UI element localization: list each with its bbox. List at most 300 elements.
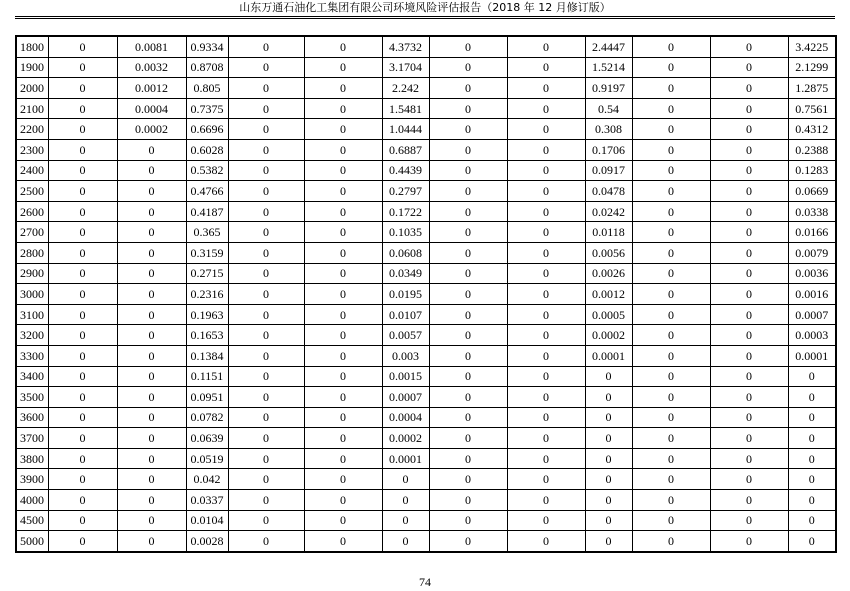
table-cell: 0 — [710, 325, 788, 346]
table-cell: 0 — [228, 181, 304, 202]
table-cell: 0 — [507, 222, 585, 243]
table-cell: 3.1704 — [382, 57, 429, 78]
table-cell: 0 — [632, 242, 710, 263]
table-cell: 0 — [48, 531, 117, 552]
table-cell: 0 — [304, 531, 382, 552]
table-cell: 0 — [48, 78, 117, 99]
table-cell: 0 — [48, 407, 117, 428]
table-cell: 0 — [632, 98, 710, 119]
table-cell: 0 — [228, 448, 304, 469]
table-cell: 0 — [585, 387, 632, 408]
table-row — [16, 242, 836, 263]
table-cell: 0 — [632, 325, 710, 346]
table-cell: 0 — [507, 181, 585, 202]
table-cell: 0 — [117, 160, 186, 181]
table-cell: 0 — [304, 469, 382, 490]
table-cell: 0 — [788, 387, 836, 408]
table-cell: 0.1151 — [186, 366, 228, 387]
table-cell: 0 — [304, 263, 382, 284]
table-cell: 0.4187 — [186, 201, 228, 222]
table-cell: 0 — [304, 510, 382, 531]
table-cell: 0.0001 — [585, 345, 632, 366]
table-cell: 0.0002 — [382, 428, 429, 449]
table-cell: 0 — [429, 345, 507, 366]
table-cell: 0 — [304, 284, 382, 305]
table-cell: 0 — [429, 222, 507, 243]
table-cell: 0 — [228, 428, 304, 449]
table-cell: 0 — [632, 510, 710, 531]
table-cell: 0 — [48, 119, 117, 140]
table-cell: 1.0444 — [382, 119, 429, 140]
distance-cell: 5000 — [16, 531, 48, 552]
table-cell: 0 — [304, 428, 382, 449]
table-cell: 0.8708 — [186, 57, 228, 78]
table-cell: 0.0166 — [788, 222, 836, 243]
distance-cell: 2900 — [16, 263, 48, 284]
table-cell: 0.0002 — [117, 119, 186, 140]
table-cell: 0 — [507, 448, 585, 469]
table-cell: 0 — [710, 366, 788, 387]
table-cell: 0.0639 — [186, 428, 228, 449]
table-row — [16, 78, 836, 99]
table-cell: 0 — [117, 284, 186, 305]
table-cell: 0.0015 — [382, 366, 429, 387]
table-cell: 0.6887 — [382, 139, 429, 160]
table-row — [16, 366, 836, 387]
table-cell: 0 — [585, 428, 632, 449]
table-cell: 0 — [585, 490, 632, 511]
table-row — [16, 263, 836, 284]
table-cell: 0 — [429, 510, 507, 531]
distance-cell: 2100 — [16, 98, 48, 119]
table-cell: 0.0005 — [585, 304, 632, 325]
table-cell: 0 — [507, 36, 585, 57]
table-cell: 0 — [710, 119, 788, 140]
table-cell: 0 — [585, 366, 632, 387]
table-row — [16, 201, 836, 222]
table-cell: 0.0004 — [117, 98, 186, 119]
table-cell: 0.0951 — [186, 387, 228, 408]
distance-cell: 2700 — [16, 222, 48, 243]
table-cell: 0 — [117, 469, 186, 490]
table-cell: 0 — [710, 36, 788, 57]
table-cell: 0 — [48, 325, 117, 346]
table-cell: 0 — [117, 345, 186, 366]
table-cell: 0.5382 — [186, 160, 228, 181]
table-cell: 0 — [117, 325, 186, 346]
distance-cell: 2000 — [16, 78, 48, 99]
table-cell: 0.0081 — [117, 36, 186, 57]
table-cell: 0.1963 — [186, 304, 228, 325]
table-cell: 0 — [710, 345, 788, 366]
table-cell: 0.0104 — [186, 510, 228, 531]
table-cell: 0.2797 — [382, 181, 429, 202]
table-cell: 0.2715 — [186, 263, 228, 284]
table-cell: 0 — [632, 531, 710, 552]
table-cell: 0 — [117, 387, 186, 408]
table-row — [16, 139, 836, 160]
table-cell: 0 — [429, 36, 507, 57]
table-cell: 0 — [429, 448, 507, 469]
table-cell: 0 — [632, 201, 710, 222]
table-row — [16, 181, 836, 202]
table-cell: 0 — [429, 325, 507, 346]
table-cell: 0 — [507, 510, 585, 531]
distance-cell: 3400 — [16, 366, 48, 387]
header-rule — [15, 16, 835, 17]
table-cell: 0 — [429, 407, 507, 428]
table-cell: 0 — [507, 304, 585, 325]
table-cell: 0 — [788, 531, 836, 552]
table-cell: 0 — [117, 510, 186, 531]
header-rule-double — [15, 18, 835, 19]
table-cell: 0 — [632, 490, 710, 511]
table-cell: 0 — [507, 428, 585, 449]
table-cell: 0 — [788, 510, 836, 531]
table-cell: 0.1722 — [382, 201, 429, 222]
table-cell: 0 — [117, 490, 186, 511]
table-cell: 0 — [632, 366, 710, 387]
table-cell: 0 — [228, 304, 304, 325]
table-cell: 0 — [585, 510, 632, 531]
table-row — [16, 510, 836, 531]
table-cell: 0 — [228, 407, 304, 428]
table-cell: 0 — [48, 428, 117, 449]
table-cell: 0 — [710, 531, 788, 552]
table-cell: 0.0032 — [117, 57, 186, 78]
table-cell: 0 — [117, 263, 186, 284]
table-row — [16, 448, 836, 469]
table-cell: 0 — [48, 222, 117, 243]
table-cell: 0 — [48, 242, 117, 263]
table-cell: 0 — [710, 284, 788, 305]
table-cell: 0 — [382, 531, 429, 552]
table-cell: 0 — [304, 366, 382, 387]
table-cell: 0 — [710, 57, 788, 78]
table-row — [16, 160, 836, 181]
table-cell: 0 — [228, 345, 304, 366]
table-cell: 0.308 — [585, 119, 632, 140]
table-cell: 0.0079 — [788, 242, 836, 263]
table-cell: 0 — [117, 304, 186, 325]
table-cell: 0 — [788, 407, 836, 428]
table-cell: 0 — [507, 325, 585, 346]
table-cell: 0 — [429, 490, 507, 511]
table-cell: 0 — [710, 510, 788, 531]
table-cell: 0 — [710, 201, 788, 222]
table-cell: 0 — [507, 407, 585, 428]
distance-cell: 3800 — [16, 448, 48, 469]
table-cell: 0 — [117, 448, 186, 469]
table-cell: 0.0007 — [382, 387, 429, 408]
table-cell: 0 — [507, 387, 585, 408]
table-row — [16, 222, 836, 243]
table-cell: 0 — [710, 242, 788, 263]
table-cell: 0 — [429, 366, 507, 387]
table-cell: 0.9197 — [585, 78, 632, 99]
table-cell: 0 — [228, 36, 304, 57]
table-cell: 0.003 — [382, 345, 429, 366]
table-cell: 0.0036 — [788, 263, 836, 284]
table-cell: 0.805 — [186, 78, 228, 99]
table-cell: 0 — [48, 448, 117, 469]
table-cell: 0 — [304, 222, 382, 243]
table-row — [16, 345, 836, 366]
table-cell: 0.3159 — [186, 242, 228, 263]
table-cell: 0 — [48, 387, 117, 408]
table-cell: 0 — [429, 119, 507, 140]
distance-cell: 3200 — [16, 325, 48, 346]
table-cell: 0 — [48, 284, 117, 305]
table-cell: 0 — [304, 325, 382, 346]
table-cell: 0 — [429, 263, 507, 284]
table-cell: 0 — [710, 78, 788, 99]
table-cell: 0.9334 — [186, 36, 228, 57]
table-cell: 0 — [710, 160, 788, 181]
table-cell: 0 — [632, 160, 710, 181]
table-cell: 0 — [48, 490, 117, 511]
table-cell: 0 — [429, 428, 507, 449]
table-row — [16, 387, 836, 408]
table-cell: 0 — [632, 36, 710, 57]
table-cell: 0 — [304, 490, 382, 511]
distance-cell: 1900 — [16, 57, 48, 78]
table-cell: 0 — [710, 448, 788, 469]
table-cell: 0 — [228, 531, 304, 552]
table-cell: 0 — [429, 387, 507, 408]
table-cell: 0.042 — [186, 469, 228, 490]
table-cell: 0.0056 — [585, 242, 632, 263]
table-cell: 0.0349 — [382, 263, 429, 284]
distance-cell: 3600 — [16, 407, 48, 428]
table-cell: 0 — [429, 98, 507, 119]
table-cell: 0 — [632, 345, 710, 366]
table-cell: 0 — [304, 448, 382, 469]
table-cell: 0.6028 — [186, 139, 228, 160]
table-cell: 0 — [304, 387, 382, 408]
table-row — [16, 531, 836, 552]
table-cell: 2.1299 — [788, 57, 836, 78]
table-cell: 0 — [48, 510, 117, 531]
table-cell: 0.7561 — [788, 98, 836, 119]
table-row — [16, 407, 836, 428]
table-cell: 0 — [788, 428, 836, 449]
table-cell: 0 — [48, 304, 117, 325]
table-cell: 0.1384 — [186, 345, 228, 366]
table-cell: 0 — [304, 407, 382, 428]
table-cell: 0 — [429, 304, 507, 325]
table-cell: 0.2388 — [788, 139, 836, 160]
table-cell: 0 — [632, 263, 710, 284]
table-cell: 0 — [228, 222, 304, 243]
table-row — [16, 469, 836, 490]
table-cell: 0 — [507, 139, 585, 160]
distance-cell: 4500 — [16, 510, 48, 531]
table-cell: 0 — [304, 57, 382, 78]
table-cell: 0 — [228, 98, 304, 119]
table-cell: 0.4766 — [186, 181, 228, 202]
table-cell: 0 — [48, 469, 117, 490]
table-cell: 3.4225 — [788, 36, 836, 57]
table-cell: 0 — [710, 304, 788, 325]
table-cell: 0 — [632, 469, 710, 490]
table-cell: 0.0028 — [186, 531, 228, 552]
table-cell: 0 — [632, 284, 710, 305]
table-cell: 0.0004 — [382, 407, 429, 428]
table-cell: 0 — [304, 242, 382, 263]
table-cell: 0 — [48, 201, 117, 222]
table-row — [16, 284, 836, 305]
table-cell: 0 — [429, 242, 507, 263]
table-cell: 0 — [429, 139, 507, 160]
table-cell: 0 — [48, 366, 117, 387]
table-cell: 0 — [117, 428, 186, 449]
table-cell: 0 — [788, 448, 836, 469]
table-cell: 0.0001 — [788, 345, 836, 366]
table-cell: 0.0007 — [788, 304, 836, 325]
table-cell: 0 — [228, 57, 304, 78]
table-cell: 0 — [585, 407, 632, 428]
table-cell: 0 — [507, 242, 585, 263]
table-cell: 0 — [304, 98, 382, 119]
table-row — [16, 304, 836, 325]
table-cell: 0 — [429, 469, 507, 490]
table-cell: 0 — [507, 119, 585, 140]
table-cell: 0 — [710, 181, 788, 202]
table-cell: 0 — [48, 57, 117, 78]
table-cell: 0 — [429, 201, 507, 222]
distance-cell: 3000 — [16, 284, 48, 305]
distance-cell: 2500 — [16, 181, 48, 202]
table-cell: 0 — [228, 139, 304, 160]
table-cell: 0.0782 — [186, 407, 228, 428]
table-cell: 0 — [48, 160, 117, 181]
table-cell: 0.2316 — [186, 284, 228, 305]
table-cell: 0.0242 — [585, 201, 632, 222]
table-cell: 0 — [228, 510, 304, 531]
distance-cell: 3300 — [16, 345, 48, 366]
table-body — [16, 36, 836, 552]
table-cell: 0 — [632, 139, 710, 160]
table-cell: 0.54 — [585, 98, 632, 119]
table-cell: 0 — [228, 242, 304, 263]
table-cell: 2.4447 — [585, 36, 632, 57]
table-cell: 0 — [429, 57, 507, 78]
table-cell: 0 — [382, 490, 429, 511]
table-cell: 0 — [117, 366, 186, 387]
table-row — [16, 119, 836, 140]
table-cell: 0 — [710, 98, 788, 119]
table-cell: 0.0478 — [585, 181, 632, 202]
table-cell: 0.0012 — [585, 284, 632, 305]
table-cell: 0 — [507, 490, 585, 511]
table-cell: 0 — [507, 284, 585, 305]
distance-cell: 2300 — [16, 139, 48, 160]
table-cell: 0 — [632, 119, 710, 140]
table-cell: 0 — [632, 222, 710, 243]
table-cell: 0 — [304, 139, 382, 160]
table-cell: 0 — [710, 387, 788, 408]
table-cell: 0 — [117, 181, 186, 202]
table-cell: 0 — [788, 469, 836, 490]
table-cell: 0 — [304, 345, 382, 366]
table-row — [16, 57, 836, 78]
distance-cell: 2600 — [16, 201, 48, 222]
distance-cell: 3700 — [16, 428, 48, 449]
table-cell: 0 — [48, 345, 117, 366]
table-cell: 0.0338 — [788, 201, 836, 222]
table-cell: 0 — [632, 57, 710, 78]
distance-cell: 3100 — [16, 304, 48, 325]
table-cell: 0.0519 — [186, 448, 228, 469]
table-cell: 2.242 — [382, 78, 429, 99]
table-cell: 0 — [117, 139, 186, 160]
table-cell: 0 — [632, 181, 710, 202]
table-cell: 0 — [632, 428, 710, 449]
table-cell: 0 — [382, 510, 429, 531]
table-cell: 0 — [507, 263, 585, 284]
table-cell: 0 — [228, 201, 304, 222]
distance-cell: 3900 — [16, 469, 48, 490]
table-cell: 0.0337 — [186, 490, 228, 511]
table-cell: 0 — [228, 284, 304, 305]
table-cell: 0 — [632, 407, 710, 428]
table-cell: 0.0669 — [788, 181, 836, 202]
table-cell: 0 — [382, 469, 429, 490]
table-cell: 0 — [710, 407, 788, 428]
table-cell: 0.4439 — [382, 160, 429, 181]
table-cell: 0 — [228, 469, 304, 490]
table-cell: 4.3732 — [382, 36, 429, 57]
table-cell: 0 — [710, 139, 788, 160]
table-cell: 0 — [304, 160, 382, 181]
table-cell: 0.0001 — [382, 448, 429, 469]
distance-cell: 3500 — [16, 387, 48, 408]
distance-cell: 2800 — [16, 242, 48, 263]
table-cell: 0 — [117, 242, 186, 263]
table-cell: 0 — [788, 366, 836, 387]
table-cell: 0 — [585, 531, 632, 552]
table-cell: 0 — [507, 78, 585, 99]
table-cell: 0 — [48, 36, 117, 57]
table-cell: 0 — [788, 490, 836, 511]
table-cell: 0 — [429, 78, 507, 99]
table-cell: 0.0003 — [788, 325, 836, 346]
table-cell: 0 — [228, 119, 304, 140]
table-cell: 0 — [507, 160, 585, 181]
table-cell: 0 — [228, 325, 304, 346]
table-cell: 0 — [507, 98, 585, 119]
table-cell: 0 — [228, 78, 304, 99]
table-cell: 0 — [710, 469, 788, 490]
distance-cell: 4000 — [16, 490, 48, 511]
table-cell: 0 — [48, 98, 117, 119]
table-cell: 0.0107 — [382, 304, 429, 325]
table-cell: 0.0608 — [382, 242, 429, 263]
table-cell: 0 — [507, 469, 585, 490]
table-cell: 0 — [228, 160, 304, 181]
page-number: 74 — [419, 575, 431, 589]
table-cell: 0 — [710, 490, 788, 511]
distance-cell: 2200 — [16, 119, 48, 140]
table-cell: 0 — [429, 284, 507, 305]
table-cell: 0.1035 — [382, 222, 429, 243]
table-cell: 0.6696 — [186, 119, 228, 140]
table-cell: 0.0057 — [382, 325, 429, 346]
table-cell: 0 — [632, 78, 710, 99]
table-cell: 1.2875 — [788, 78, 836, 99]
table-cell: 0.0917 — [585, 160, 632, 181]
